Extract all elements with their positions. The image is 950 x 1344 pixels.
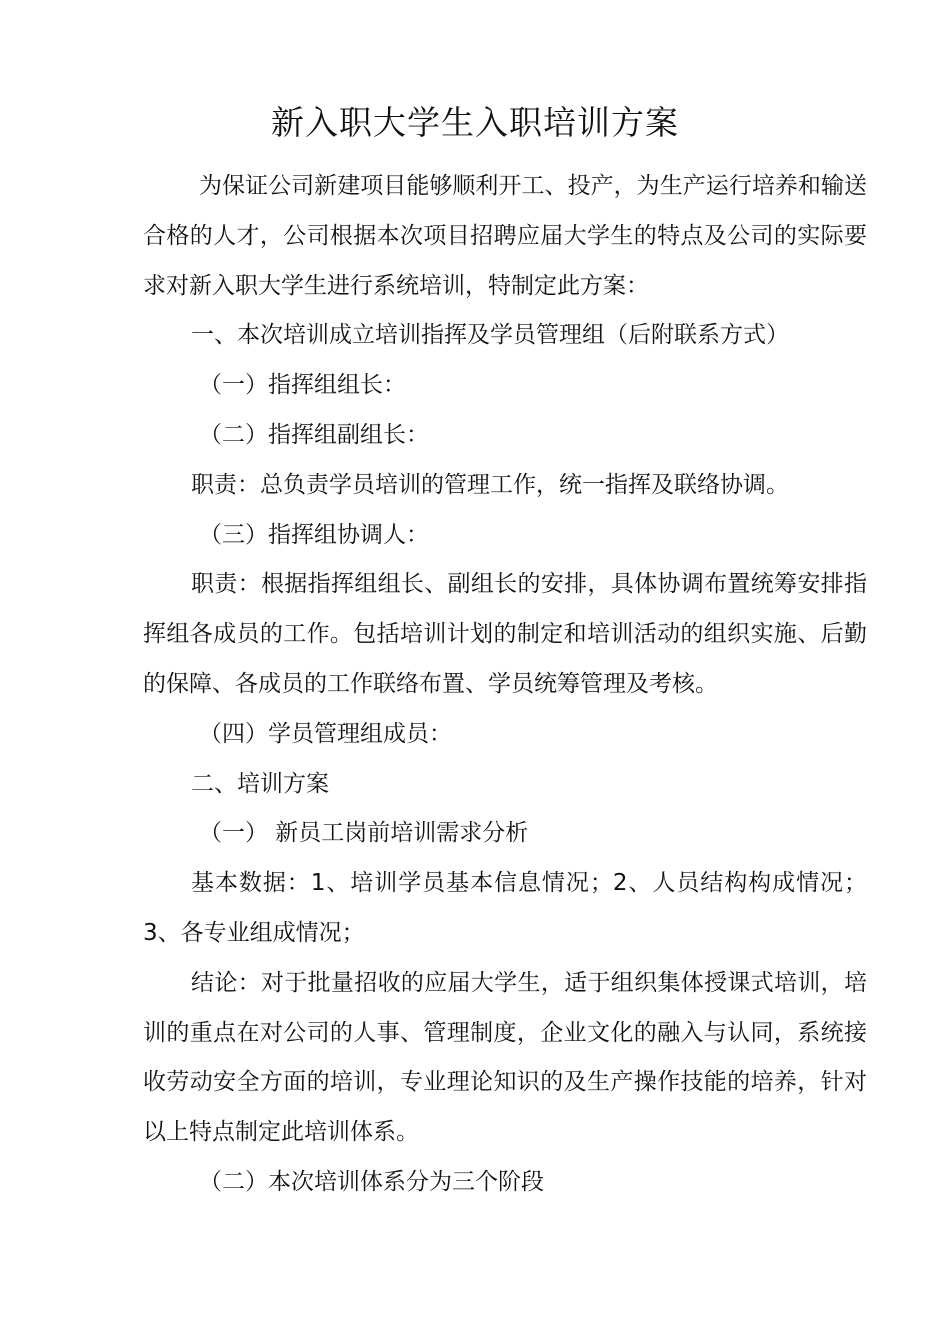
item-2-1: （一） 新员工岗前培训需求分析 — [199, 820, 529, 847]
item-1-1: （一）指挥组组长： — [199, 372, 406, 399]
intro-paragraph: 为保证公司新建项目能够顺利开工、投产，为生产运行培养和输送合格的人才，公司根据本次项目招聘应届大学生的特点及公司的实际要求对新入职大学生进行系统培训，特制定此方案： — [143, 173, 867, 299]
document-title: 新入职大学生入职培训方案 — [271, 103, 679, 142]
section-1-heading: 一、本次培训成立培训指挥及学员管理组（后附联系方式） — [191, 322, 789, 349]
item-1-2: （二）指挥组副组长： — [199, 421, 429, 448]
section-2-heading: 二、培训方案 — [191, 770, 329, 797]
duty-paragraph-2: 职责：根据指挥组组长、副组长的安排，具体协调布置统筹安排指挥组各成员的工作。包括培训计划的制定和培训活动的组织实施、后勤的保障、各成员的工作联络布置、学员统筹管理及考核。 — [143, 571, 867, 697]
item-1-4: （四）学员管理组成员： — [199, 720, 452, 747]
duty-paragraph-1: 职责：总负责学员培训的管理工作，统一指挥及联络协调。 — [191, 471, 789, 498]
item-2-2: （二）本次培训体系分为三个阶段 — [199, 1168, 544, 1195]
document-body — [143, 162, 867, 1208]
conclusion-paragraph: 结论：对于批量招收的应届大学生，适于组织集体授课式培训，培训的重点在对公司的人事、管理制度，企业文化的融入与认同，系统接收劳动安全方面的培训，专业理论知识的及生产操作技能的培养，针对以上特点制定此培训体系。 — [143, 969, 867, 1146]
item-1-3: （三）指挥组协调人： — [199, 521, 429, 548]
basic-data-paragraph: 基本数据：1、培训学员基本信息情况；2、人员结构构成情况；3、各专业组成情况； — [143, 870, 867, 946]
